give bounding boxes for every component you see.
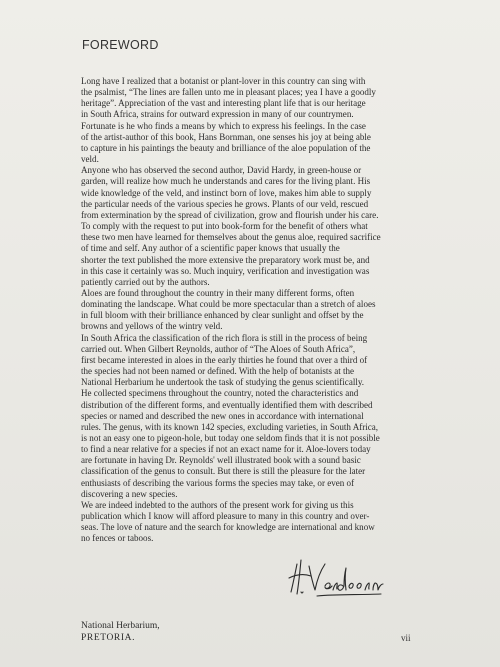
text-line: Fortunate is he who finds a means by which to express his feelings. In the case — [81, 120, 366, 131]
page-title: FOREWORD — [82, 38, 159, 52]
paragraph-1 — [81, 76, 421, 165]
paragraph-5 — [81, 500, 421, 545]
text-line: to capture in his paintings the beauty and brilliance of the aloe population of the — [81, 142, 371, 153]
paragraph-4 — [81, 333, 421, 500]
text-line: of the artist-author of this book, Hans Bornman, one senses his joy at being able — [81, 131, 371, 142]
city-name: PRETORIA. — [81, 633, 136, 643]
text-line: seas. The love of nature and the search for knowledge are international and know — [81, 522, 375, 533]
paragraph-2 — [81, 165, 421, 288]
text-line: first became interested in aloes in the early thirties he found that over a third of — [81, 354, 368, 365]
text-line: veld. — [81, 154, 99, 165]
text-line: species or named and described the new ones in accordance with international — [81, 410, 364, 421]
text-line: To comply with the request to put into book-form for the benefit of others what — [81, 221, 368, 232]
text-line: from extermination by the spread of civilization, grow and flourish under his care. — [81, 209, 379, 220]
handwritten-signature — [287, 556, 387, 600]
paragraph-3 — [81, 288, 421, 333]
text-line: He collected specimens throughout the country, noted the characteristics and — [81, 388, 359, 399]
text-line: no fences or taboos. — [81, 533, 154, 544]
text-line: rules. The genus, with its known 142 species, excluding varieties, in South Africa, — [81, 421, 379, 432]
text-line: dominating the landscape. What could be more spectacular than a stretch of aloes — [81, 299, 376, 310]
text-line: garden, will realize how much he understands and cares for the living plant. His — [81, 176, 371, 187]
text-line: Long have I realized that a botanist or plant-lover in this country can sing with — [81, 76, 366, 86]
footer-address — [81, 620, 160, 644]
text-line: shorter the text published the more extensive the preparatory work must be, and — [81, 254, 370, 265]
text-line: Anyone who has observed the second author, David Hardy, in green-house or — [81, 165, 362, 176]
page-number: vii — [401, 633, 411, 643]
text-line: browns and yellows of the wintry veld. — [81, 321, 223, 332]
text-line: distribution of the different forms, and eventually identified them with described — [81, 399, 373, 410]
text-line: is not an easy one to pigeon-hole, but today one seldom finds that it is not possible — [81, 433, 380, 443]
text-line: are fortunate in having Dr. Reynolds' well illustrated book with a sound basic — [81, 455, 361, 466]
text-line: the psalmist, “The lines are fallen unto me in pleasant places; yea I have a goodly — [81, 87, 376, 98]
text-line: patiently carried out by the authors. — [81, 276, 210, 287]
text-line: the particular needs of the various species he grows. Plants of our veld, rescued — [81, 198, 369, 209]
text-line: in South Africa, strains for outward expression in many of our countrymen. — [81, 109, 354, 120]
text-line: carried out. When Gilbert Reynolds, author of “The Aloes of South Africa”, — [81, 343, 356, 354]
text-line: In South Africa the classification of the rich flora is still in the process of being — [81, 332, 368, 343]
text-line: We are indeed indebted to the authors of the present work for giving us this — [81, 499, 354, 510]
text-line: Aloes are found throughout the country in their many different forms, often — [81, 287, 355, 298]
text-line: these two men have learned for themselves about the genus aloe, required sacrifice — [81, 232, 381, 243]
text-line: wide knowledge of the veld, and instinct born of love, makes him able to supply — [81, 187, 372, 198]
text-line: enthusiasts of describing the various forms the species may take, or even of — [81, 477, 355, 488]
institution-name: National Herbarium, — [81, 621, 160, 631]
text-line: discovering a new species. — [81, 488, 178, 499]
text-line: classification of the genus to consult. But there is still the pleasure for the later — [81, 466, 366, 477]
text-line: heritage”. Appreciation of the vast and interesting plant life that is our heritage — [81, 98, 366, 109]
foreword-body — [81, 76, 421, 545]
text-line: National Herbarium he undertook the task of studying the genus scientifically. — [81, 377, 365, 388]
text-line: publication which I know will afford pleasure to many in this country and over- — [81, 511, 370, 522]
text-line: in full bloom with their brilliance enhanced by clear sunlight and offset by the — [81, 310, 364, 321]
text-line: in this case it certainly was so. Much inquiry, verification and investigation was — [81, 265, 370, 276]
text-line: the species had not been named or defined. With the help of botanists at the — [81, 366, 355, 377]
text-line: to find a near relative for a species if not an exact name for it. Aloe-lovers today — [81, 444, 371, 455]
text-line: of time and self. Any author of a scientific paper knows that usually the — [81, 243, 340, 254]
